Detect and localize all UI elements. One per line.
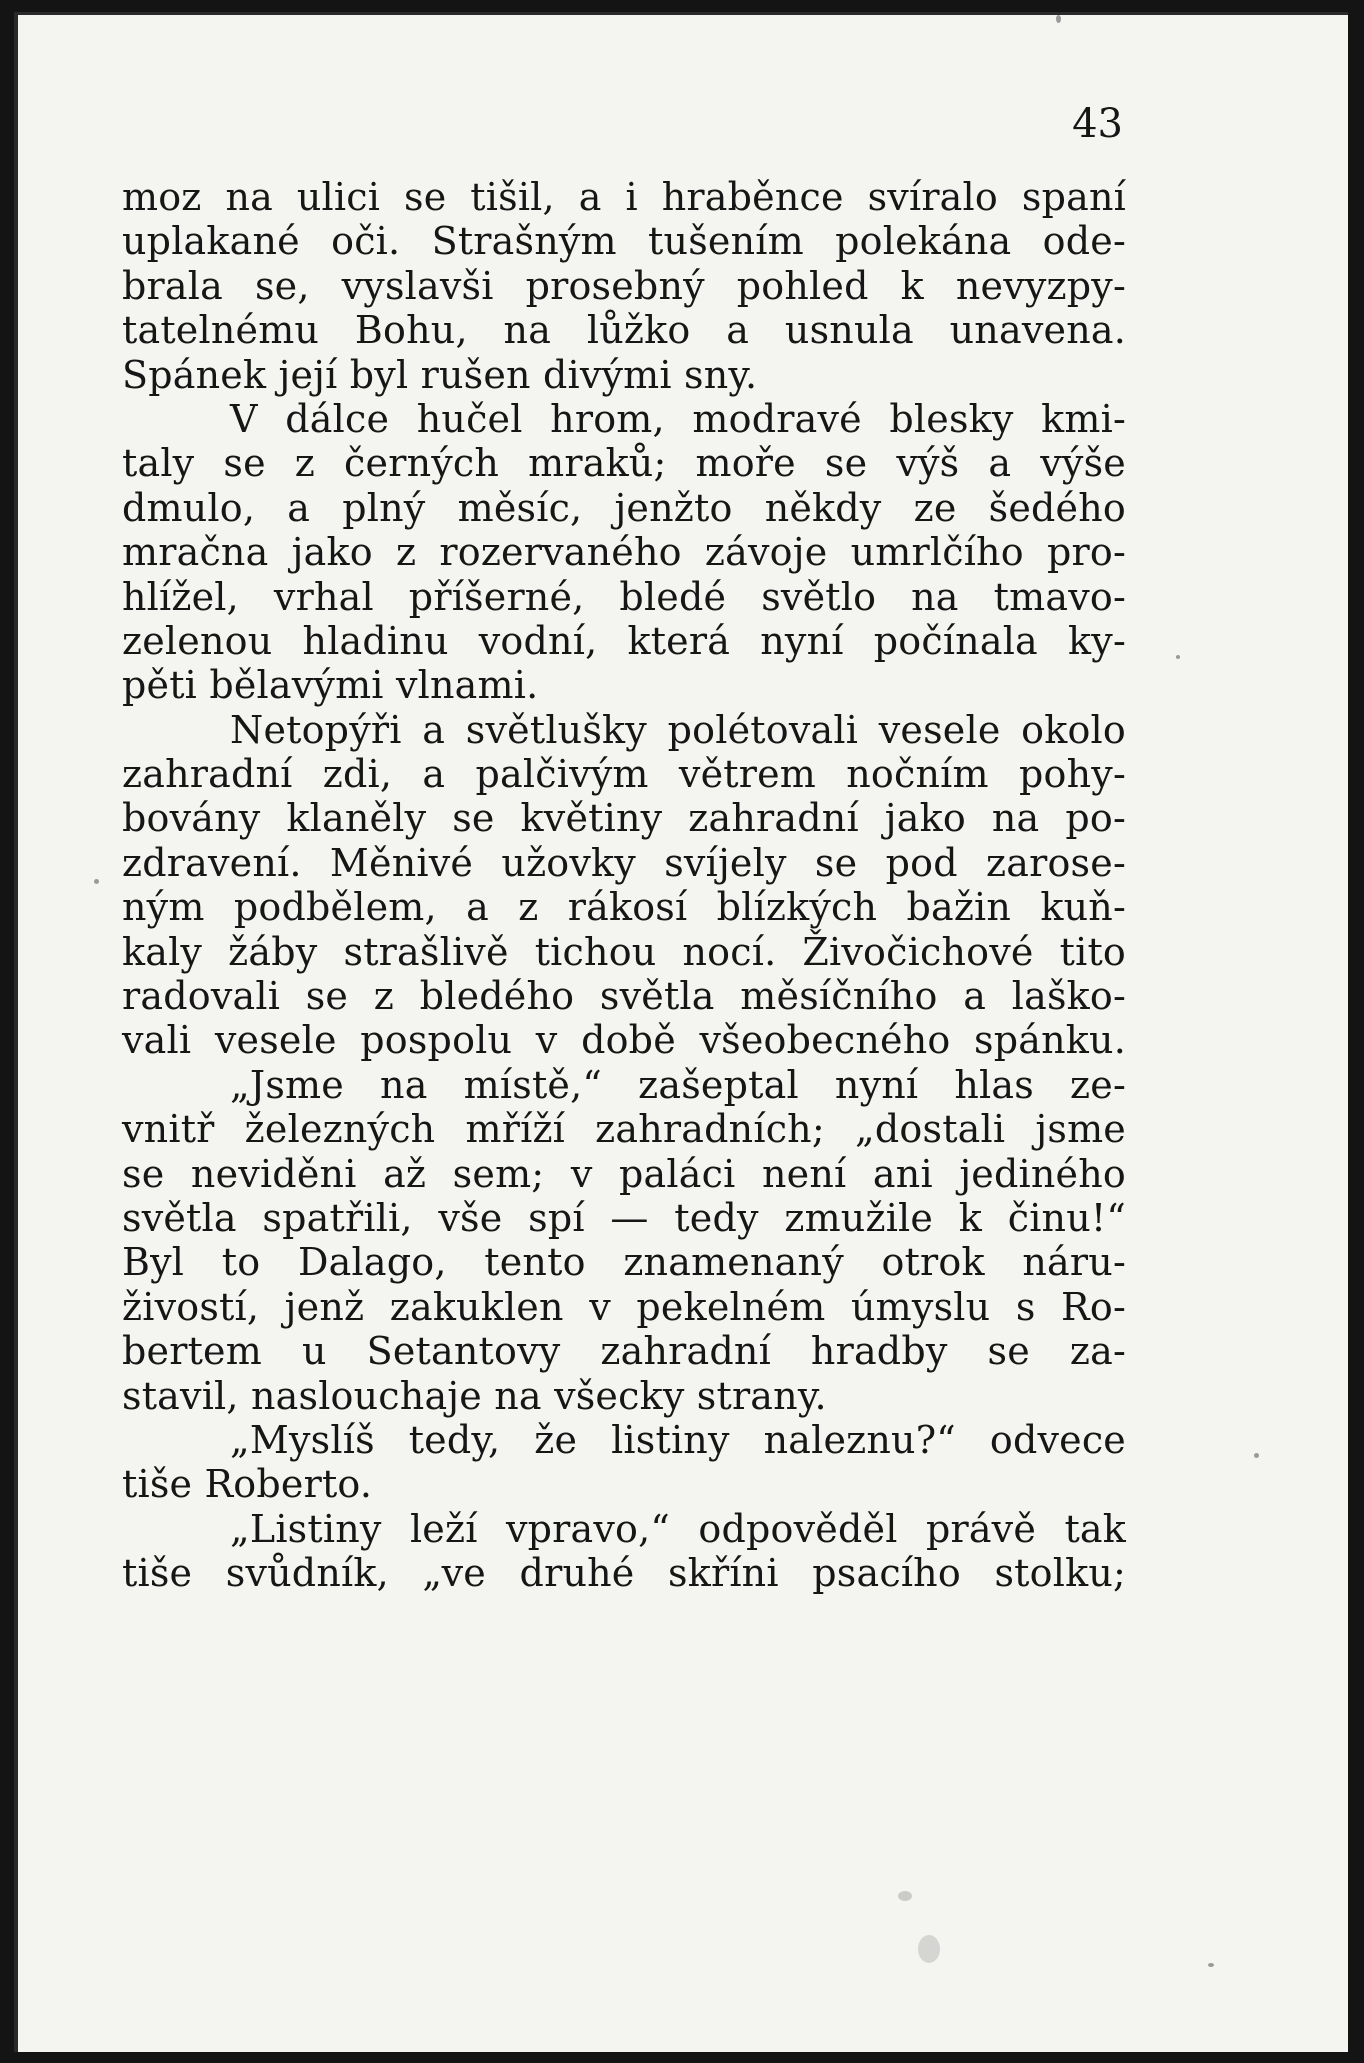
paper-speck xyxy=(1254,1453,1259,1458)
text-line: bovány klaněly se květiny zahradní jako na po- xyxy=(122,796,1126,841)
page-number: 43 xyxy=(1072,101,1123,147)
text-line: radovali se z bledého světla měsíčního a laško- xyxy=(122,974,1126,1019)
text-line: živostí, jenž zakuklen v pekelném úmyslu s Ro- xyxy=(122,1284,1126,1329)
book-page xyxy=(14,12,1348,2052)
text-line: zelenou hladinu vodní, která nyní počínala ky- xyxy=(122,618,1126,663)
text-line: „Listiny leží vpravo,“ odpověděl právě tak xyxy=(230,1506,1126,1551)
text-line: dmulo, a plný měsíc, jenžto někdy ze šedého xyxy=(122,485,1126,530)
text-line: mračna jako z rozervaného závoje umrlčího pro- xyxy=(122,530,1126,575)
paper-speck xyxy=(1176,655,1180,659)
text-line: tiše Roberto. xyxy=(122,1462,373,1507)
text-line: zdravení. Měnivé užovky svíjely se pod zarose- xyxy=(122,840,1126,885)
paper-speck xyxy=(1056,15,1061,23)
text-line: kaly žáby strašlivě tichou nocí. Živočichové tito xyxy=(122,929,1126,974)
text-line: pěti bělavými vlnami. xyxy=(122,663,539,708)
text-line: „Jsme na místě,“ zašeptal nyní hlas ze- xyxy=(230,1062,1126,1107)
text-line: Byl to Dalago, tento znamenaný otrok náru- xyxy=(122,1240,1126,1285)
text-line: „Myslíš tedy, že listiny naleznu?“ odvece xyxy=(230,1417,1126,1462)
text-line: taly se z černých mraků; moře se výš a výše xyxy=(122,441,1126,486)
text-line: brala se, vyslavši prosebný pohled k nevyzpy- xyxy=(122,263,1126,308)
text-line: zahradní zdi, a palčivým větrem nočním pohy- xyxy=(122,752,1126,797)
text-line: se neviděni až sem; v paláci není ani jediného xyxy=(122,1151,1126,1196)
text-line: tatelnému Bohu, na lůžko a usnula unavena. xyxy=(122,308,1126,353)
text-line: Netopýři a světlušky polétovali vesele okolo xyxy=(230,707,1126,752)
paper-speck xyxy=(1208,1963,1214,1967)
text-line: V dálce hučel hrom, modravé blesky kmi- xyxy=(230,396,1126,441)
paper-speck xyxy=(918,1935,940,1963)
text-line: vnitř železných mříží zahradních; „dostali jsme xyxy=(122,1107,1126,1152)
text-line: ným podbělem, a z rákosí blízkých bažin kuň- xyxy=(122,885,1126,930)
body-text xyxy=(122,175,1126,1596)
text-line: světla spatřili, vše spí — tedy zmužile k činu!“ xyxy=(122,1195,1126,1240)
text-line: tiše svůdník, „ve druhé skříni psacího stolku; xyxy=(122,1551,1126,1596)
text-line: uplakané oči. Strašným tušením polekána ode- xyxy=(122,219,1126,264)
text-line: Spánek její byl rušen divými sny. xyxy=(122,352,758,397)
text-line: hlížel, vrhal příšerné, bledé světlo na tmavo- xyxy=(122,574,1126,619)
text-line: moz na ulici se tišil, a i hraběnce svíralo spaní xyxy=(122,175,1126,219)
paper-speck xyxy=(898,1891,912,1901)
text-line: bertem u Setantovy zahradní hradby se za- xyxy=(122,1329,1126,1374)
paper-speck xyxy=(94,879,99,884)
text-line: stavil, naslouchaje na všecky strany. xyxy=(122,1373,827,1418)
text-line: vali vesele pospolu v době všeobecného spánku. xyxy=(122,1018,1126,1063)
